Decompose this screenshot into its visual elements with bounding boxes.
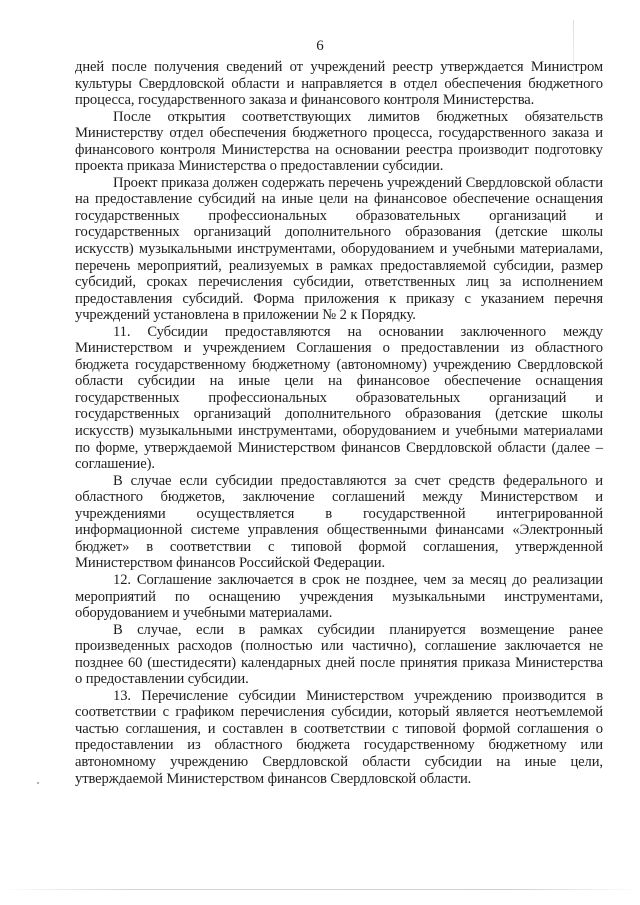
page-number: 6: [316, 38, 324, 54]
paragraph-2: После открытия соответствующих лимитов бюджетных обязательств Министерству отдел обеспечения бюджетного процесса, государственного заказа и финансового контроля Министерства на основании реестра производит подготовку проекта приказа Министерства о предоставлении субсидии.: [75, 108, 603, 175]
paragraph-8: 13. Перечисление субсидии Министерством учреждению производится в соответствии с графиком перечисления субсидии, который является неотъемлемой частью соглашения, и составлен в соответствии с типовой формой соглашения о предоставлении из областного бюджета государственному бюджетному или автономному учреждению Свердловской области субсидии на иные цели, утверждаемой Министерством финансов Свердловской области.: [75, 687, 603, 787]
paragraph-7: В случае, если в рамках субсидии планируется возмещение ранее произведенных расходов (полностью или частично), соглашение заключается не позднее 60 (шестидесяти) календарных дней после принятия приказа Министерства о предоставлении субсидии.: [75, 621, 603, 688]
paragraph-1: дней после получения сведений от учреждений реестр утверждается Министром культуры Свердловской области и направляется в отдел обеспечения бюджетного процесса, государственного заказа и финансового контроля Министерства.: [75, 59, 603, 109]
scan-speck: [37, 782, 39, 784]
paragraph-5: В случае если субсидии предоставляются за счет средств федерального и областного бюджетов, заключение соглашений между Министерством и учреждениями осуществляется в государственной интегрированной информационной системе управления общественными финансами «Электронный бюджет» в соответствии с типовой формой соглашения, утвержденной Министерством финансов Российской Федерации.: [75, 472, 603, 572]
paragraph-6: 12. Соглашение заключается в срок не позднее, чем за месяц до реализации мероприятий по оснащению учреждения музыкальными инструментами, оборудованием и учебными материалами.: [75, 571, 603, 622]
scan-bottom-line: [0, 889, 640, 890]
document-body: [75, 59, 603, 787]
paragraph-3: Проект приказа должен содержать перечень учреждений Свердловской области на предоставление субсидий на иные цели на финансовое обеспечение оснащения государственных профессиональных образовательных организаций и государственных организаций дополнительного образования (детские школы искусств) музыкальными инструментами, оборудованием и учебными материалами, перечень мероприятий, реализуемых в рамках предоставляемой субсидии, размер субсидий, сроках перечисления субсидии, ответственных лиц за исполнением предоставления субсидий. Форма приложения к приказу с указанием перечня учреждений установлена в приложении № 2 к Порядку.: [75, 174, 603, 324]
paragraph-4: 11. Субсидии предоставляются на основании заключенного между Министерством и учреждением Соглашения о предоставлении из областного бюджета государственному бюджетному (автономному) учреждению Свердловской области субсидии на иные цели на финансовое обеспечение оснащения государственных профессиональных образовательных организаций и государственных организаций дополнительного образования (детские школы искусств) музыкальными инструментами, оборудованием и учебными материалами по форме, утверждаемой Министерством финансов Свердловской области (далее – соглашение).: [75, 323, 603, 473]
